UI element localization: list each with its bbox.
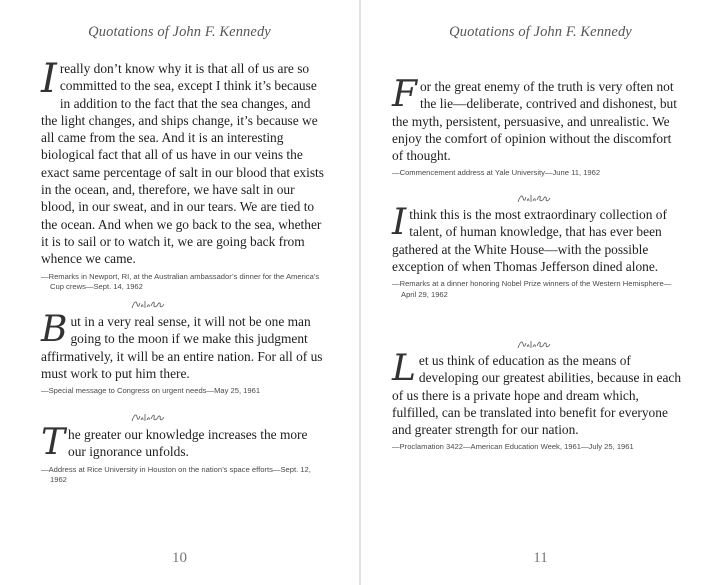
page-number: 11 (533, 550, 548, 566)
quote-block (392, 202, 684, 300)
drop-cap: I (392, 202, 407, 243)
right-page (361, 0, 720, 585)
quote-source: —Proclamation 3422—American Education Week, 1961—July 25, 1961 (392, 442, 634, 452)
running-header: Quotations of John F. Kennedy (449, 24, 632, 40)
drop-cap: B (41, 309, 68, 350)
quote-block (41, 422, 325, 485)
quote-source: —Remarks in Newport, RI, at the Australian ambassador’s dinner for the America’s Cup crews—Sept. 14, 1962 (41, 271, 320, 291)
quote-source: —Commencement address at Yale University—June 11, 1962 (392, 168, 601, 178)
quote-text (392, 348, 684, 438)
quote-text (392, 202, 684, 275)
quote-body: et us think of education as the means of developing our greatest abilities, because in each of us there is a private hope and dream which, fulfilled, can be translated into benefit for everyone and greater strength for our nation. (392, 353, 682, 438)
quote-text (41, 309, 325, 382)
signature-icon (516, 192, 552, 206)
quote-source: —Special message to Congress on urgent needs—May 25, 1961 (41, 386, 261, 396)
quote-body: ut in a very real sense, it will not be one man going to the moon if we make this judgment affirmatively, it will be an entire nation. For all of us must work to put him there. (41, 314, 323, 381)
quote-block (392, 74, 684, 179)
signature-icon (130, 298, 166, 312)
drop-cap: L (392, 348, 416, 389)
left-page (0, 0, 359, 585)
running-header: Quotations of John F. Kennedy (88, 24, 271, 40)
quote-text (41, 56, 325, 268)
drop-cap: T (41, 422, 66, 463)
page-number: 10 (172, 550, 187, 566)
drop-cap: I (41, 56, 57, 102)
quote-text (41, 422, 325, 463)
drop-cap: F (392, 74, 417, 115)
quote-body: or the great enemy of the truth is very often not the lie—deliberate, contrived and dishonest, but the myth, persistent, persuasive, and unrealistic. We enjoy the comfort of opinion without the discomfort of thought. (392, 79, 677, 164)
quote-block (41, 56, 325, 292)
signature-icon (516, 338, 552, 352)
quote-body: he greater our knowledge increases the more our ignorance unfolds. (68, 427, 308, 460)
signature-icon (130, 411, 166, 425)
quote-text (392, 74, 684, 164)
quote-block (392, 348, 684, 453)
quote-source: —Remarks at a dinner honoring Nobel Prize winners of the Western Hemisphere—April 29, 1962 (392, 279, 672, 299)
quote-body: really don’t know why it is that all of us are so committed to the sea, except I think it’s because in addition to the fact that the sea changes, and the light changes, and ships change, it’s because we all came from the sea. And it is an interesting biological fact that all of us have in our veins the exact same percentage of salt in our blood that exists in the ocean, and, therefore, we have salt in our blood, in our sweat, and in our tears. We are tied to the ocean. And when we go back to the sea, whether it is to sail or to watch it, we are going back from whence we came. (41, 61, 324, 267)
quote-source: —Address at Rice University in Houston on the nation’s space efforts—Sept. 12, 1962 (41, 464, 311, 484)
quote-body: think this is the most extraordinary collection of talent, of human knowledge, that has ever been gathered at the White House—with the possible exception of when Thomas Jefferson dined alone. (392, 207, 667, 274)
quote-block (41, 309, 325, 397)
